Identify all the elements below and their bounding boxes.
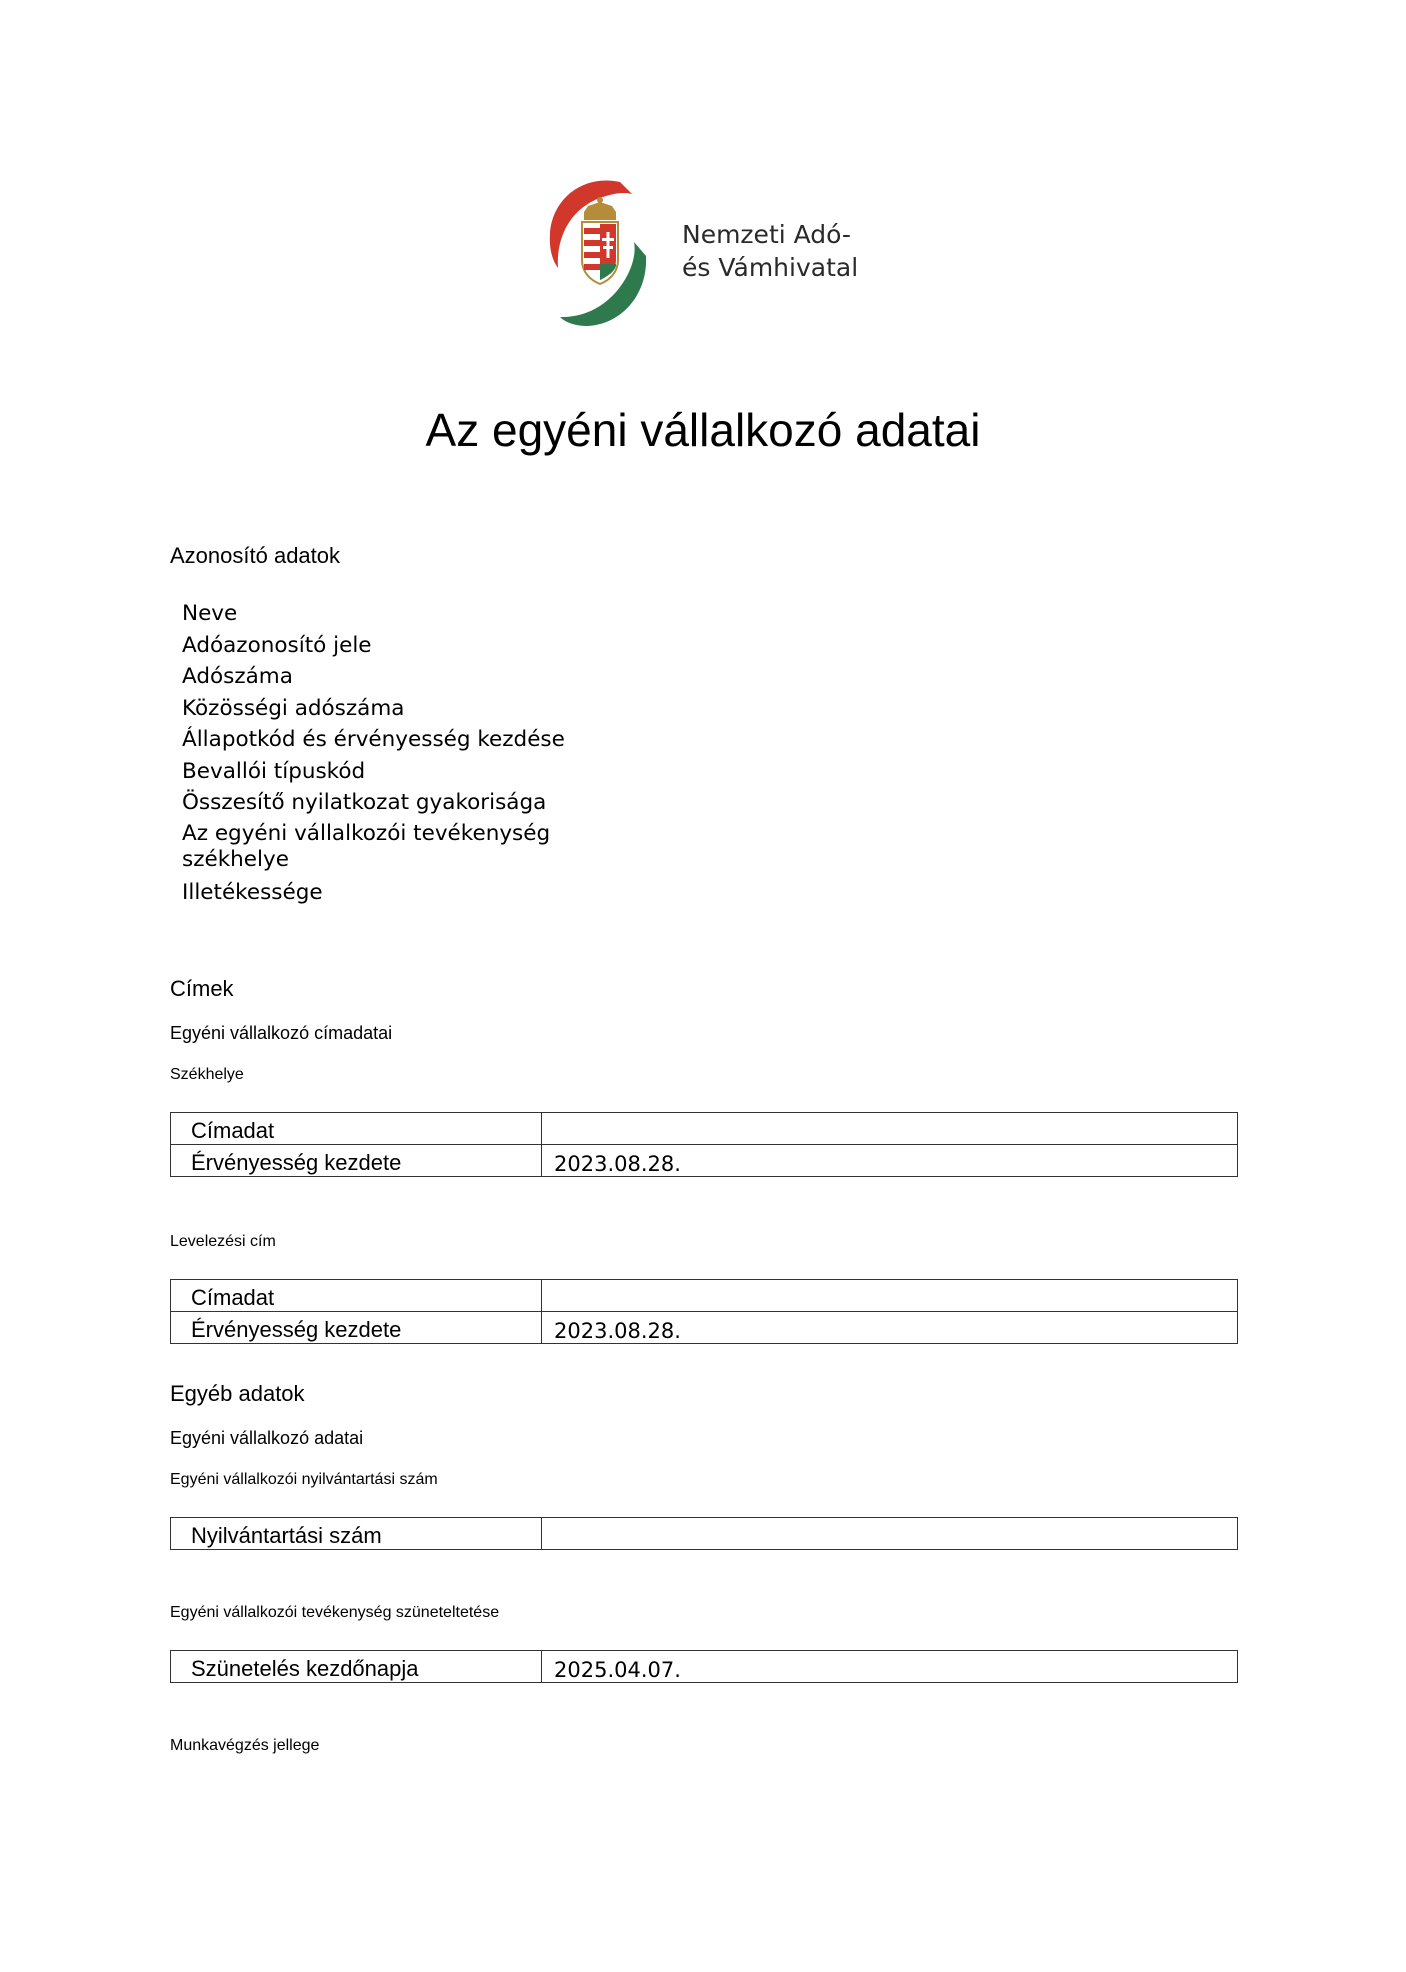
field-label-name: Neve — [182, 601, 238, 626]
table-cell-value: 2025.04.07. — [542, 1651, 1238, 1683]
field-label-eu-tax-number: Közösségi adószáma — [182, 695, 405, 721]
mailing-label: Levelezési cím — [170, 1233, 276, 1250]
field-label-tax-id: Adóazonosító jele — [182, 632, 372, 658]
table-cell-label: Érvényesség kezdete — [171, 1145, 542, 1177]
suspension-label: Egyéni vállalkozói tevékenység szüneteltetése — [170, 1604, 500, 1621]
table-row — [171, 1145, 1238, 1177]
table-cell-value: 2023.08.28. — [542, 1145, 1238, 1177]
table-row — [171, 1113, 1238, 1145]
nav-logo-emblem — [548, 176, 652, 332]
field-label-status-code: Állapotkód és érvényesség kezdése — [182, 727, 565, 752]
table-cell-label: Érvényesség kezdete — [171, 1312, 542, 1344]
work-nature-label: Munkavégzés jellege — [170, 1737, 320, 1754]
table-cell-value — [542, 1518, 1238, 1550]
org-name-line-2: és Vámhivatal — [682, 253, 859, 282]
identification-field-list — [182, 598, 565, 908]
seat-table — [170, 1112, 1238, 1177]
table-row — [171, 1280, 1238, 1312]
table-row — [171, 1518, 1238, 1550]
seat-label: Székhelye — [170, 1066, 244, 1083]
table-cell-value: 2023.08.28. — [542, 1312, 1238, 1344]
registration-label: Egyéni vállalkozói nyilvántartási szám — [170, 1471, 438, 1488]
org-name-line-1: Nemzeti Adó- — [682, 220, 851, 249]
table-row — [171, 1651, 1238, 1683]
field-label-jurisdiction: Illetékessége — [182, 879, 323, 905]
table-cell-value — [542, 1113, 1238, 1145]
table-cell-label: Szünetelés kezdőnapja — [171, 1651, 542, 1683]
table-cell-label: Nyilvántartási szám — [171, 1518, 542, 1550]
table-cell-value — [542, 1280, 1238, 1312]
field-label-activity-seat: Az egyéni vállalkozói tevékenység székhelye — [182, 820, 551, 872]
mailing-table — [170, 1279, 1238, 1344]
identification-heading: Azonosító adatok — [170, 543, 341, 568]
other-heading: Egyéb adatok — [170, 1381, 305, 1406]
suspension-table — [170, 1650, 1238, 1683]
field-label-tax-number: Adószáma — [182, 664, 293, 689]
registration-table — [170, 1517, 1238, 1550]
table-cell-label: Címadat — [171, 1113, 542, 1145]
page-title: Az egyéni vállalkozó adatai — [425, 404, 981, 456]
field-label-summary-frequency: Összesítő nyilatkozat gyakorisága — [182, 790, 547, 815]
addresses-heading: Címek — [170, 976, 234, 1001]
coat-of-arms-icon — [582, 197, 618, 284]
addresses-subheading: Egyéni vállalkozó címadatai — [170, 1023, 393, 1043]
other-subheading: Egyéni vállalkozó adatai — [170, 1428, 364, 1448]
table-cell-label: Címadat — [171, 1280, 542, 1312]
table-row — [171, 1312, 1238, 1344]
field-label-filer-type: Bevallói típuskód — [182, 758, 366, 784]
